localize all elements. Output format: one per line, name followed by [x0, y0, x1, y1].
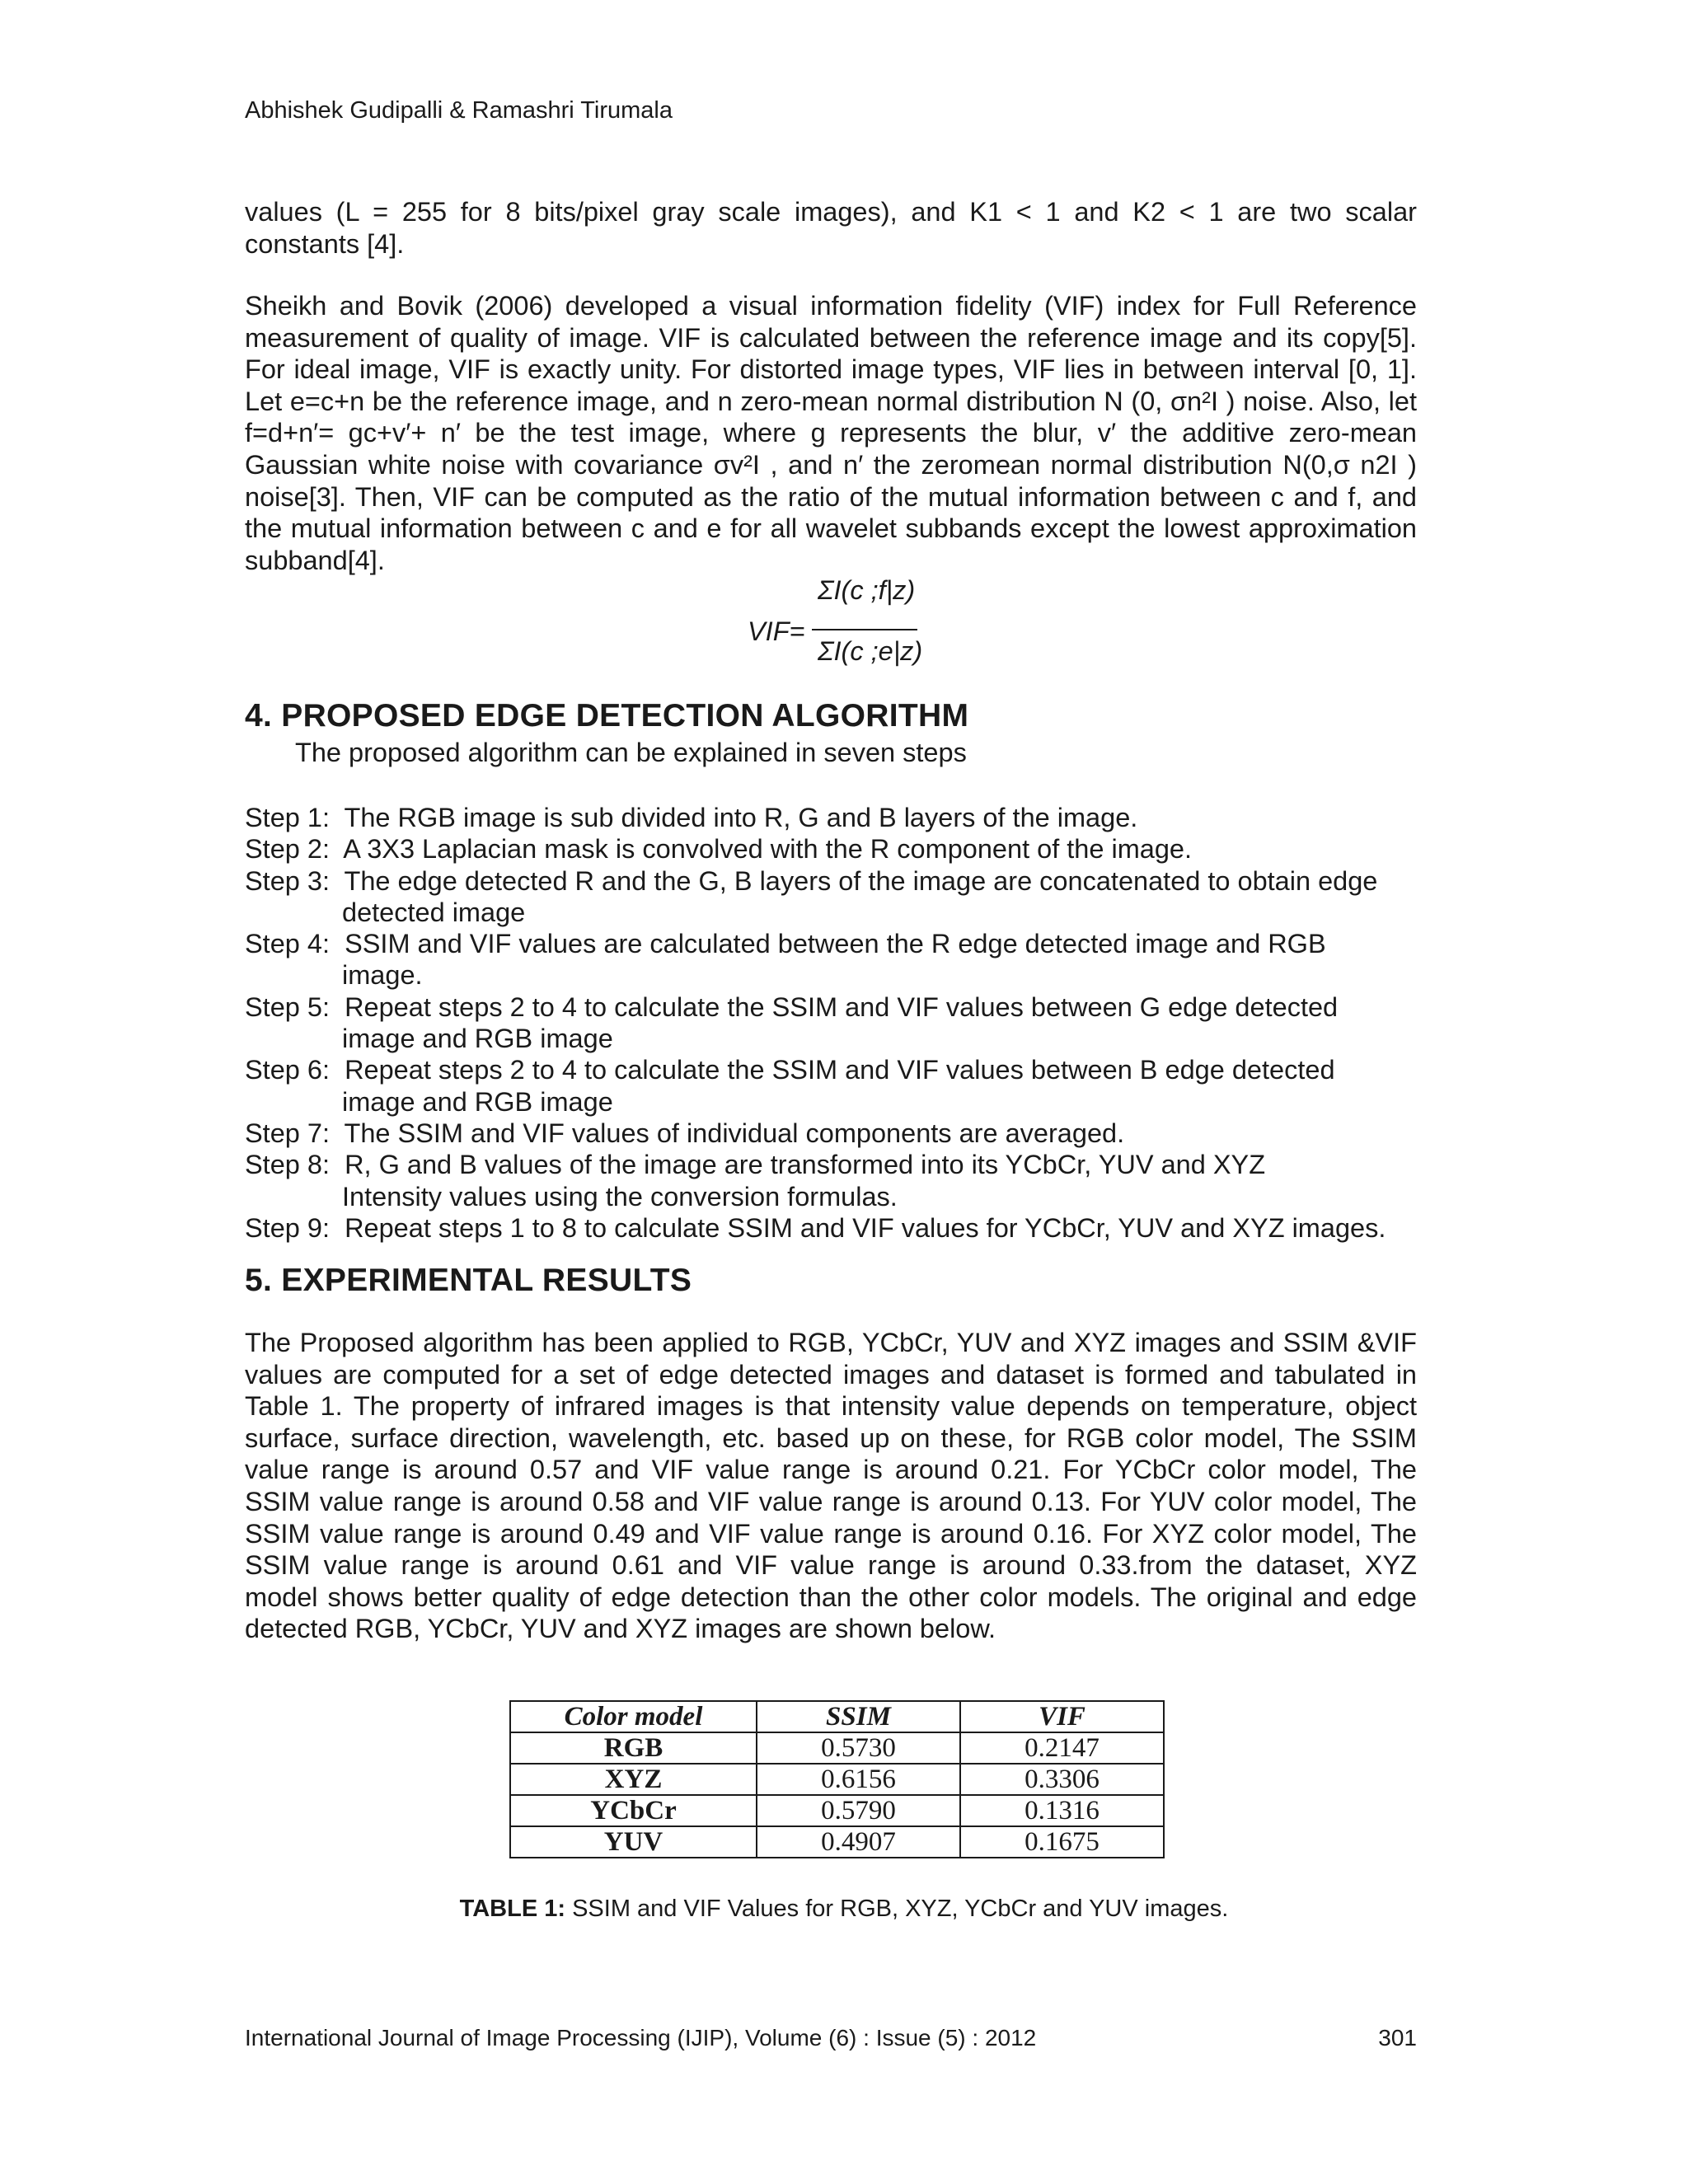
algorithm-step	[245, 865, 1386, 929]
table-cell: YCbCr	[510, 1795, 757, 1826]
table-cell: 0.3306	[960, 1764, 1164, 1795]
page-footer	[245, 2025, 1417, 2051]
running-header: Abhishek Gudipalli & Ramashri Tirumala	[245, 97, 673, 124]
table-cell: RGB	[510, 1732, 757, 1764]
step-text-continued: Intensity values using the conversion formulas.	[342, 1181, 898, 1212]
text-line: values (L = 255 for 8 bits/pixel gray scale images), and K1 < 1 and K2 < 1 are two scalar	[245, 197, 1417, 227]
text-line: value range is around 0.57 and VIF value range is around 0.21. For YCbCr color model, The	[245, 1455, 1417, 1485]
step-label: Step 2:	[245, 834, 330, 865]
table-caption-label: TABLE 1:	[459, 1896, 566, 1922]
step-text: The edge detected R and the G, B layers of the image are concatenated to obtain edge	[344, 865, 1378, 896]
table-cell: 0.1316	[960, 1795, 1164, 1826]
column-header: Color model	[510, 1701, 757, 1732]
text-line: measurement of quality of image. VIF is calculated between the reference image and its copy[5].	[245, 322, 1417, 353]
step-label: Step 9:	[245, 1212, 330, 1243]
text-line: values are computed for a set of edge detected images and dataset is formed and tabulated in	[245, 1359, 1417, 1390]
algorithm-steps-list	[245, 802, 1386, 1244]
vif-formula-lhs: VIF=	[748, 616, 805, 646]
step-text: Repeat steps 1 to 8 to calculate SSIM and VIF values for YCbCr, YUV and XYZ images.	[345, 1212, 1386, 1243]
algorithm-step	[245, 1149, 1386, 1212]
algorithm-step	[245, 1118, 1386, 1149]
step-text: Repeat steps 2 to 4 to calculate the SSIM and VIF values between G edge detected	[345, 991, 1339, 1022]
step-text-continued: detected image	[342, 897, 526, 927]
text-line: The Proposed algorithm has been applied to RGB, YCbCr, YUV and XYZ images and SSIM &VIF	[245, 1328, 1417, 1357]
section-5-heading: 5. EXPERIMENTAL RESULTS	[245, 1263, 692, 1298]
text-line: Sheikh and Bovik (2006) developed a visual information fidelity (VIF) index for Full Reference	[245, 291, 1417, 321]
step-text: The SSIM and VIF values of individual components are averaged.	[344, 1118, 1125, 1148]
text-line: SSIM value range is around 0.49 and VIF value range is around 0.16. For XYZ color model, The	[245, 1518, 1417, 1549]
results-table	[509, 1700, 1165, 1858]
step-label: Step 3:	[245, 865, 330, 896]
text-line: Table 1. The property of infrared images is that intensity value depends on temperature, object	[245, 1391, 1417, 1422]
text-line: f=d+n′= gc+v′+ n′ be the test image, where g represents the blur, v′ the additive zero-mean	[245, 418, 1417, 448]
text-line: subband[4].	[245, 545, 385, 575]
step-text: The RGB image is sub divided into R, G and B layers of the image.	[344, 803, 1138, 832]
text-line: the mutual information between c and e for all wavelet subbands except the lowest approximation	[245, 513, 1417, 544]
table-cell: XYZ	[510, 1764, 757, 1795]
text-line: Gaussian white noise with covariance σv²I , and n′ the zeromean normal distribution N(0,σ n2I )	[245, 449, 1417, 480]
table-header-row	[510, 1701, 1164, 1732]
table-cell: 0.4907	[757, 1826, 960, 1858]
step-text: A 3X3 Laplacian mask is convolved with the R component of the image.	[343, 834, 1193, 865]
fraction-bar	[812, 629, 917, 630]
text-line: SSIM value range is around 0.61 and VIF value range is around 0.33.from the dataset, XYZ	[245, 1550, 1417, 1581]
step-text: SSIM and VIF values are calculated between the R edge detected image and RGB	[345, 929, 1326, 959]
paragraph-experimental-results	[245, 1327, 1417, 1645]
text-line: SSIM value range is around 0.58 and VIF value range is around 0.13. For YUV color model, The	[245, 1486, 1417, 1516]
paragraph-vif-definition	[245, 290, 1417, 576]
algorithm-step	[245, 1054, 1386, 1118]
table-cell: 0.1675	[960, 1826, 1164, 1858]
text-line: noise[3]. Then, VIF can be computed as the ratio of the mutual information between c and f, and	[245, 481, 1417, 512]
step-text-continued: image and RGB image	[342, 1024, 613, 1054]
text-line: surface, surface direction, wavelength, etc. based up on these, for RGB color model, The SSIM	[245, 1422, 1417, 1453]
text-line: detected RGB, YCbCr, YUV and XYZ images are shown below.	[245, 1614, 996, 1644]
algorithm-step	[245, 1212, 1386, 1244]
text-line: Let e=c+n be the reference image, and n zero-mean normal distribution N (0, σn²I ) noise. Also, let	[245, 386, 1417, 416]
table-row	[510, 1764, 1164, 1795]
step-text: R, G and B values of the image are transformed into its YCbCr, YUV and XYZ	[345, 1150, 1266, 1180]
table-row	[510, 1795, 1164, 1826]
page-number: 301	[1378, 2025, 1417, 2050]
step-text-continued: image and RGB image	[342, 1086, 613, 1117]
step-label: Step 4:	[245, 929, 330, 959]
vif-formula-denominator: ΣI(c ;e|z)	[818, 636, 923, 666]
table-cell: 0.5790	[757, 1795, 960, 1826]
table-cell: 0.5730	[757, 1732, 960, 1764]
column-header: SSIM	[757, 1701, 960, 1732]
table-cell: 0.2147	[960, 1732, 1164, 1764]
table-cell: YUV	[510, 1826, 757, 1858]
journal-citation: International Journal of Image Processing (IJIP), Volume (6) : Issue (5) : 2012	[245, 2025, 1037, 2050]
algorithm-step	[245, 991, 1386, 1055]
text-line: For ideal image, VIF is exactly unity. For distorted image types, VIF lies in between interval [0, 1].	[245, 354, 1417, 385]
step-label: Step 1:	[245, 803, 330, 832]
algorithm-step	[245, 833, 1386, 865]
paragraph-ssim-constants	[245, 196, 1417, 260]
column-header: VIF	[960, 1701, 1164, 1732]
algorithm-step	[245, 802, 1386, 833]
text-line: model shows better quality of edge detection than the other color models. The original and edge	[245, 1582, 1417, 1612]
step-label: Step 8:	[245, 1150, 330, 1180]
text-line: constants [4].	[245, 228, 405, 259]
step-label: Step 6:	[245, 1055, 330, 1085]
table-row	[510, 1826, 1164, 1858]
table-row	[510, 1732, 1164, 1764]
table-caption	[0, 1896, 1688, 1923]
vif-formula-numerator: ΣI(c ;f|z)	[818, 575, 916, 605]
table-caption-text: SSIM and VIF Values for RGB, XYZ, YCbCr and YUV images.	[565, 1896, 1229, 1922]
step-text: Repeat steps 2 to 4 to calculate the SSIM and VIF values between B edge detected	[345, 1055, 1335, 1085]
section-4-intro: The proposed algorithm can be explained in seven steps	[295, 738, 967, 767]
algorithm-step	[245, 928, 1386, 991]
step-text-continued: image.	[342, 960, 423, 991]
table-cell: 0.6156	[757, 1764, 960, 1795]
section-4-heading: 4. PROPOSED EDGE DETECTION ALGORITHM	[245, 698, 969, 733]
step-label: Step 5:	[245, 991, 330, 1022]
step-label: Step 7:	[245, 1118, 330, 1148]
